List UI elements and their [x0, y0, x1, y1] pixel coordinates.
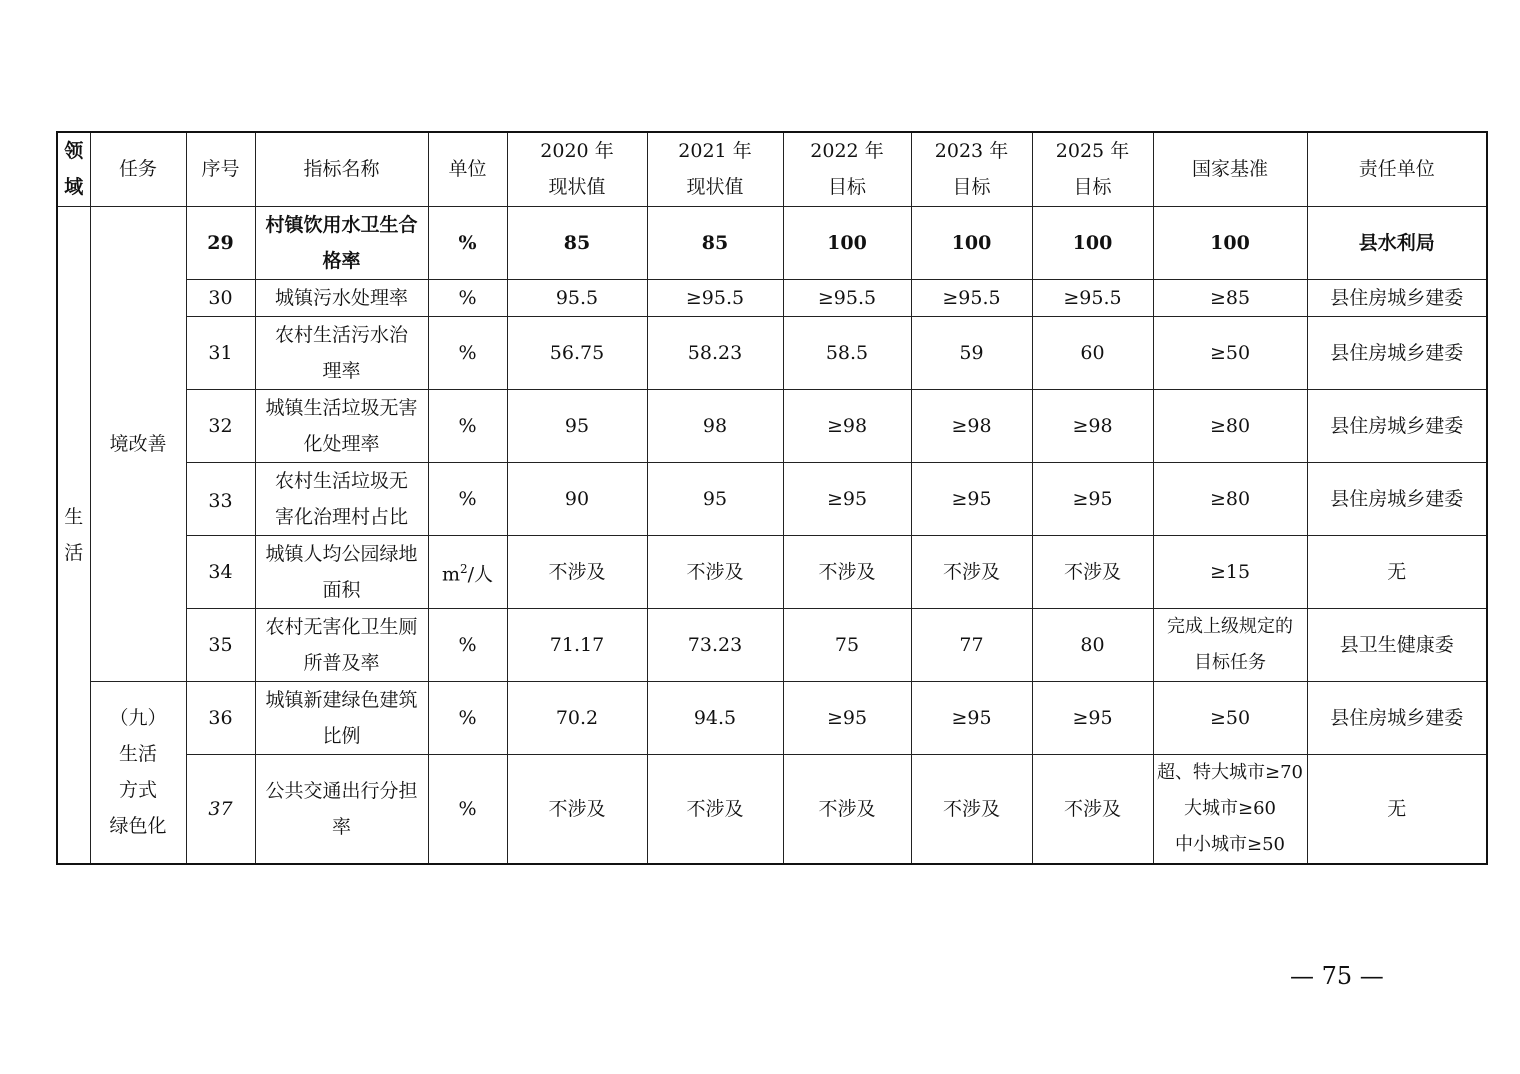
table-row	[57, 206, 1487, 279]
unit-cell: %	[428, 462, 507, 535]
resp-cell: 县住房城乡建委	[1307, 462, 1487, 535]
table-row	[57, 316, 1487, 389]
value-2025: 100	[1032, 206, 1153, 279]
value-2021: 58.23	[647, 316, 783, 389]
header-2021: 2021 年 现状值	[647, 132, 783, 206]
seq-cell: 37	[186, 754, 255, 864]
national-cell: ≥80	[1153, 462, 1307, 535]
resp-cell: 县水利局	[1307, 206, 1487, 279]
national-cell: 完成上级规定的 目标任务	[1153, 608, 1307, 681]
value-2025: ≥95	[1032, 681, 1153, 754]
value-2021: 95	[647, 462, 783, 535]
name-cell: 城镇人均公园绿地 面积	[255, 535, 428, 608]
value-2021: 98	[647, 389, 783, 462]
seq-cell: 31	[186, 316, 255, 389]
header-2022: 2022 年 目标	[783, 132, 911, 206]
value-2020: 90	[507, 462, 647, 535]
national-cell: 超、特大城市≥70 大城市≥60 中小城市≥50	[1153, 754, 1307, 864]
value-2021: 94.5	[647, 681, 783, 754]
value-2022: ≥95	[783, 681, 911, 754]
national-cell: ≥85	[1153, 279, 1307, 316]
header-name: 指标名称	[255, 132, 428, 206]
seq-cell: 32	[186, 389, 255, 462]
value-2025: 80	[1032, 608, 1153, 681]
value-2025: ≥98	[1032, 389, 1153, 462]
table-row	[57, 389, 1487, 462]
national-cell: ≥80	[1153, 389, 1307, 462]
resp-cell: 县住房城乡建委	[1307, 681, 1487, 754]
name-cell: 城镇新建绿色建筑 比例	[255, 681, 428, 754]
table-row	[57, 608, 1487, 681]
header-unit: 单位	[428, 132, 507, 206]
header-2020: 2020 年 现状值	[507, 132, 647, 206]
national-cell: ≥50	[1153, 316, 1307, 389]
header-row	[57, 132, 1487, 206]
value-2023: ≥98	[911, 389, 1032, 462]
value-2020: 95	[507, 389, 647, 462]
value-2023: ≥95	[911, 462, 1032, 535]
unit-cell: $m^2/$人	[428, 535, 507, 608]
seq-cell: 35	[186, 608, 255, 681]
header-task: 任务	[90, 132, 186, 206]
value-2022: 不涉及	[783, 535, 911, 608]
value-2022: 100	[783, 206, 911, 279]
value-2021: ≥95.5	[647, 279, 783, 316]
name-cell: 公共交通出行分担 率	[255, 754, 428, 864]
value-2023: 100	[911, 206, 1032, 279]
value-2020: 不涉及	[507, 535, 647, 608]
value-2023: ≥95.5	[911, 279, 1032, 316]
value-2021: 85	[647, 206, 783, 279]
value-2022: ≥98	[783, 389, 911, 462]
table-row	[57, 279, 1487, 316]
resp-cell: 县住房城乡建委	[1307, 316, 1487, 389]
value-2025: 不涉及	[1032, 754, 1153, 864]
value-2020: 95.5	[507, 279, 647, 316]
national-cell: ≥50	[1153, 681, 1307, 754]
name-cell: 城镇生活垃圾无害 化处理率	[255, 389, 428, 462]
resp-cell: 县住房城乡建委	[1307, 279, 1487, 316]
header-resp: 责任单位	[1307, 132, 1487, 206]
seq-cell: 33	[186, 462, 255, 535]
seq-cell: 30	[186, 279, 255, 316]
header-2025: 2025 年 目标	[1032, 132, 1153, 206]
value-2022: 75	[783, 608, 911, 681]
value-2022: ≥95	[783, 462, 911, 535]
unit-cell: %	[428, 389, 507, 462]
value-2021: 不涉及	[647, 535, 783, 608]
resp-cell: 无	[1307, 754, 1487, 864]
value-2025: ≥95	[1032, 462, 1153, 535]
unit-cell: %	[428, 754, 507, 864]
value-2023: 不涉及	[911, 535, 1032, 608]
table-row	[57, 681, 1487, 754]
value-2022: 58.5	[783, 316, 911, 389]
unit-cell: %	[428, 316, 507, 389]
name-cell: 农村无害化卫生厕 所普及率	[255, 608, 428, 681]
unit-cell: %	[428, 206, 507, 279]
value-2020: 85	[507, 206, 647, 279]
value-2020: 不涉及	[507, 754, 647, 864]
header-2023: 2023 年 目标	[911, 132, 1032, 206]
name-cell: 城镇污水处理率	[255, 279, 428, 316]
value-2021: 不涉及	[647, 754, 783, 864]
resp-cell: 县住房城乡建委	[1307, 389, 1487, 462]
value-2023: 59	[911, 316, 1032, 389]
field-cell: 生 活	[57, 206, 90, 864]
value-2023: ≥95	[911, 681, 1032, 754]
name-cell: 村镇饮用水卫生合 格率	[255, 206, 428, 279]
seq-cell: 34	[186, 535, 255, 608]
value-2022: 不涉及	[783, 754, 911, 864]
page-number: — 75 —	[1290, 962, 1384, 990]
value-2023: 77	[911, 608, 1032, 681]
resp-cell: 县卫生健康委	[1307, 608, 1487, 681]
header-field: 领 域	[57, 132, 90, 206]
unit-cell: %	[428, 608, 507, 681]
national-cell: ≥15	[1153, 535, 1307, 608]
value-2025: 60	[1032, 316, 1153, 389]
value-2022: ≥95.5	[783, 279, 911, 316]
value-2025: ≥95.5	[1032, 279, 1153, 316]
value-2023: 不涉及	[911, 754, 1032, 864]
national-cell: 100	[1153, 206, 1307, 279]
unit-cell: %	[428, 279, 507, 316]
header-national: 国家基准	[1153, 132, 1307, 206]
table-row	[57, 535, 1487, 608]
seq-cell: 36	[186, 681, 255, 754]
table-row	[57, 462, 1487, 535]
value-2020: 70.2	[507, 681, 647, 754]
value-2025: 不涉及	[1032, 535, 1153, 608]
unit-cell: %	[428, 681, 507, 754]
table-row	[57, 754, 1487, 864]
value-2021: 73.23	[647, 608, 783, 681]
task-cell-1: 境改善	[90, 206, 186, 681]
name-cell: 农村生活垃圾无 害化治理村占比	[255, 462, 428, 535]
header-seq: 序号	[186, 132, 255, 206]
name-cell: 农村生活污水治 理率	[255, 316, 428, 389]
resp-cell: 无	[1307, 535, 1487, 608]
task-cell-2: （九） 生活 方式 绿色化	[90, 681, 186, 864]
seq-cell: 29	[186, 206, 255, 279]
indicator-table	[56, 131, 1488, 865]
value-2020: 56.75	[507, 316, 647, 389]
value-2020: 71.17	[507, 608, 647, 681]
